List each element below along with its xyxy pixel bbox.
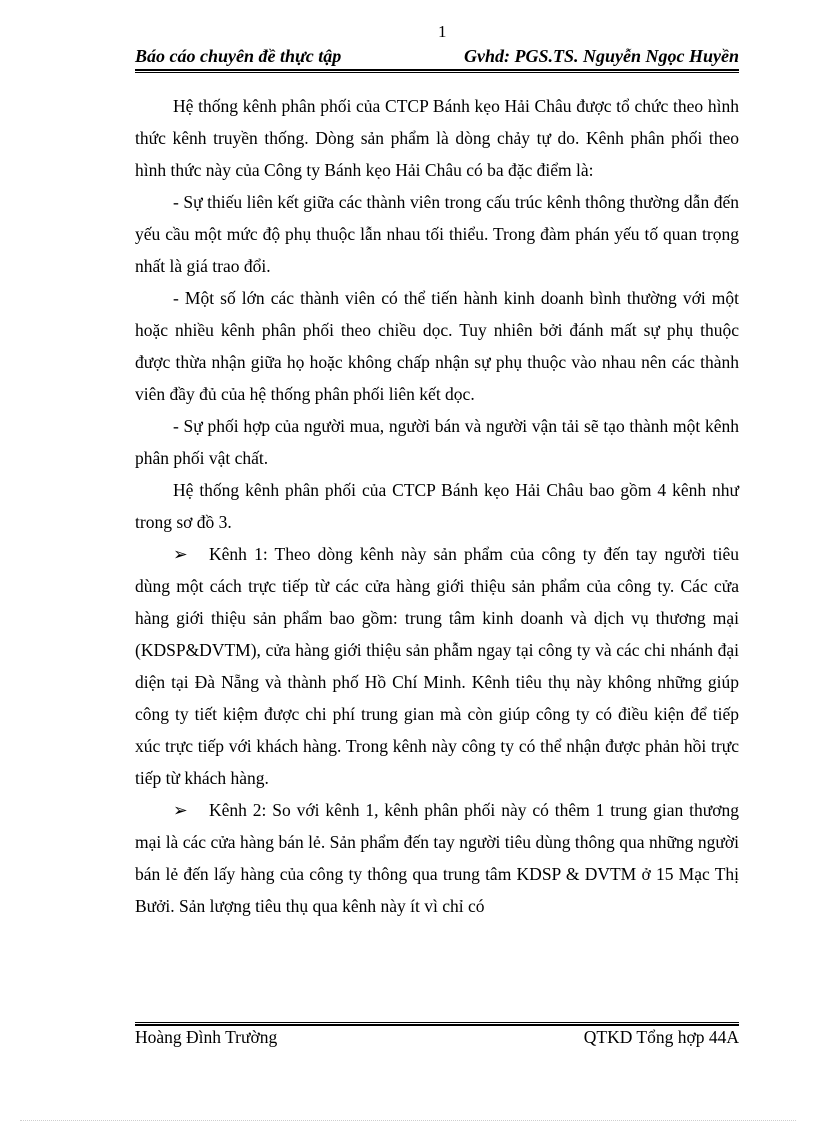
arrow-bullet-icon: ➢ xyxy=(173,544,188,564)
bullet-channel-1-text: Kênh 1: Theo dòng kênh này sản phẩm của công ty đến tay người tiêu dùng một cách trực tiếp từ các cửa hàng giới thiệu sản phẩm của công ty. Các cửa hàng giới thiệu sản phẩm bao gồm: trung tâm kinh doanh và dịch vụ thương mại (KDSP&DVTM), cửa hàng giới thiệu sản phẫm ngay tại công ty và các chi nhánh đại diện tại Đà Nẵng và thành phố Hồ Chí Minh. Kênh tiêu thụ này không những giúp công ty tiết kiệm được chi phí trung gian mà còn giúp công ty có điều kiện để tiếp xúc trực tiếp với khách hàng. Trong kênh này công ty có thể nhận được phản hồi trực tiếp từ khách hàng. xyxy=(135,544,739,788)
paragraph-feature-1: - Sự thiếu liên kết giữa các thành viên trong cấu trúc kênh thông thường dẫn đến yếu cầu một mức độ phụ thuộc lẫn nhau tối thiểu. Trong đàm phán yếu tố quan trọng nhất là giá trao đổi. xyxy=(135,192,739,276)
paragraph-intro: Hệ thống kênh phân phối của CTCP Bánh kẹo Hải Châu được tổ chức theo hình thức kênh truyền thống. Dòng sản phẩm là dòng chảy tự do. Kênh phân phối theo hình thức này của Công ty Bánh kẹo Hải Châu có ba đặc điểm là: xyxy=(135,96,739,180)
bullet-channel-2-text: Kênh 2: So với kênh 1, kênh phân phối này có thêm 1 trung gian thương mại là các cửa hàng bán lẻ. Sản phẩm đến tay người tiêu dùng thông qua những người bán lẻ đến lấy hàng của công ty thông qua trung tâm KDSP & DVTM ở 15 Mạc Thị Bưởi. Sản lượng tiêu thụ qua kênh này ít vì chỉ có xyxy=(135,800,739,916)
page-header xyxy=(135,44,739,70)
paragraph-feature-2: - Một số lớn các thành viên có thể tiến hành kinh doanh bình thường với một hoặc nhiều kênh phân phối theo chiều dọc. Tuy nhiên bởi đánh mất sự phụ thuộc được thừa nhận giữa họ hoặc không chấp nhận sự phụ thuộc vào nhau nên các thành viên đầy đủ của hệ thống phân phối liên kết dọc. xyxy=(135,288,739,404)
bullet-channel-1 xyxy=(135,538,739,794)
document-body xyxy=(135,90,739,922)
footer-author: Hoàng Đình Trường xyxy=(135,1027,278,1047)
header-report-title: Báo cáo chuyên đề thực tập xyxy=(135,46,342,66)
footer-divider xyxy=(135,1022,739,1026)
paragraph-channels-intro: Hệ thống kênh phân phối của CTCP Bánh kẹo Hải Châu bao gồm 4 kênh như trong sơ đồ 3. xyxy=(135,480,739,532)
page-number: 1 xyxy=(438,22,447,41)
header-divider xyxy=(135,69,739,73)
page-edge-divider xyxy=(20,1120,796,1121)
bullet-channel-2 xyxy=(135,794,739,922)
header-advisor: Gvhd: PGS.TS. Nguyễn Ngọc Huyền xyxy=(464,46,739,66)
paragraph-feature-3: - Sự phối hợp của người mua, người bán và người vận tải sẽ tạo thành một kênh phân phối vật chất. xyxy=(135,416,739,468)
footer-class: QTKD Tổng hợp 44A xyxy=(583,1027,739,1047)
arrow-bullet-icon: ➢ xyxy=(173,800,188,820)
